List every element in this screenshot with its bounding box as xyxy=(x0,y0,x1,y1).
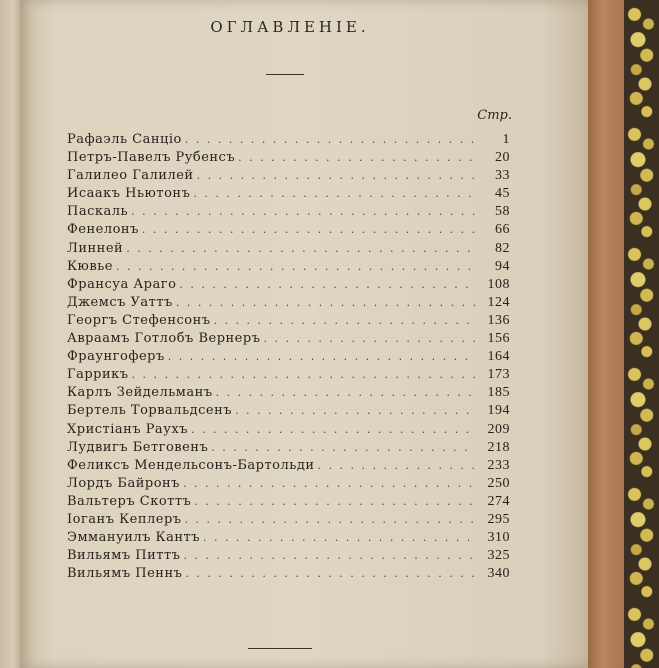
toc-entry-page: 233 xyxy=(487,457,510,473)
dot-leader xyxy=(185,133,475,146)
dot-leader xyxy=(116,260,475,273)
toc-entry xyxy=(67,259,510,277)
toc-entry-page: 58 xyxy=(495,204,510,220)
toc-entry-page: 124 xyxy=(487,294,510,310)
toc-entry xyxy=(67,566,510,584)
toc-entry-title: Кювье xyxy=(67,258,113,274)
toc-entry xyxy=(67,313,510,331)
toc-entry-title: Бертель Торвальдсенъ xyxy=(67,403,233,419)
dot-leader xyxy=(132,368,475,381)
toc-entry-page: 82 xyxy=(495,240,510,256)
toc-entry-title: Христіанъ Раухъ xyxy=(67,421,188,437)
toc-entry-title: Джемсъ Уаттъ xyxy=(67,294,173,310)
toc-entry-page: 94 xyxy=(495,258,510,274)
toc-entry-title: Галилео Галилей xyxy=(67,168,194,184)
toc-entry xyxy=(67,458,510,476)
dot-leader xyxy=(194,495,475,508)
toc-entry-title: Гаррикъ xyxy=(67,367,129,383)
toc-entry-page: 1 xyxy=(502,132,510,147)
dot-leader xyxy=(203,531,475,544)
dot-leader xyxy=(214,314,475,327)
dot-leader xyxy=(185,567,475,580)
toc-entry-title: Феликсъ Мендельсонъ-Бартольди xyxy=(67,457,315,473)
dot-leader xyxy=(185,513,475,526)
dot-leader xyxy=(183,477,475,490)
toc-entry xyxy=(67,440,510,458)
title-divider xyxy=(266,74,304,75)
toc-entry-title: Вальтеръ Скоттъ xyxy=(67,493,192,509)
toc-entry-title: Франсуа Араго xyxy=(67,276,177,292)
toc-entry-page: 156 xyxy=(487,331,510,347)
toc-entry xyxy=(67,385,510,403)
toc-entry-page: 218 xyxy=(487,439,510,455)
toc-entry-title: Эммануилъ Кантъ xyxy=(67,530,200,546)
toc-entry-page: 325 xyxy=(487,548,510,564)
page-title: ОГЛАВЛЕНІЕ. xyxy=(210,18,370,36)
dot-leader xyxy=(211,441,475,454)
toc-entry-page: 310 xyxy=(487,530,510,546)
dot-leader xyxy=(142,223,475,236)
dot-leader xyxy=(179,278,475,291)
toc-entry-page: 164 xyxy=(487,349,510,365)
toc-entry xyxy=(67,204,510,222)
dot-leader xyxy=(193,187,475,200)
toc-entry-page: 185 xyxy=(487,385,510,401)
toc-entry-title: Лудвигъ Бетговенъ xyxy=(67,439,209,455)
toc-entry-page: 173 xyxy=(487,367,510,383)
dot-leader xyxy=(216,386,475,399)
dot-leader xyxy=(126,242,475,255)
dot-leader xyxy=(191,423,475,436)
dot-leader xyxy=(168,350,475,363)
dot-leader xyxy=(176,296,475,309)
toc-entry-title: Линней xyxy=(67,240,124,256)
toc-entry xyxy=(67,367,510,385)
toc-entry xyxy=(67,277,510,295)
toc-entry-title: Георгъ Стефенсонъ xyxy=(67,312,211,328)
toc-entry-title: Вильямъ Питтъ xyxy=(67,548,181,564)
toc-entry-page: 45 xyxy=(495,186,510,202)
toc-entry-title: Карлъ Зейдельманъ xyxy=(67,385,213,401)
toc-entry-title: Петръ-Павелъ Рубенсъ xyxy=(67,150,236,166)
toc-entry-title: Исаакъ Ньютонъ xyxy=(67,186,191,202)
toc-entry xyxy=(67,132,510,150)
toc-entry-title: Рафаэль Санціо xyxy=(67,132,182,147)
toc-entry-title: Іоганъ Кеплеръ xyxy=(67,511,182,527)
dot-leader xyxy=(183,549,475,562)
toc-entry-title: Лордъ Байронъ xyxy=(67,475,180,491)
toc-entry xyxy=(67,222,510,240)
toc-entry-title: Вильямъ Пеннъ xyxy=(67,566,183,582)
toc-entry xyxy=(67,241,510,259)
toc-entry-page: 340 xyxy=(487,566,510,582)
toc-entry-page: 20 xyxy=(495,150,510,166)
toc-entry xyxy=(67,186,510,204)
dot-leader xyxy=(263,332,475,345)
toc-entry-page: 250 xyxy=(487,475,510,491)
toc-entry-page: 66 xyxy=(495,222,510,238)
toc-entry xyxy=(67,150,510,168)
marbled-endpaper xyxy=(624,0,659,668)
toc-entry-page: 33 xyxy=(495,168,510,184)
toc-entry-page: 209 xyxy=(487,421,510,437)
table-of-contents xyxy=(67,132,510,584)
toc-entry xyxy=(67,168,510,186)
toc-entry-page: 136 xyxy=(487,312,510,328)
toc-entry xyxy=(67,422,510,440)
dot-leader xyxy=(235,404,475,417)
bottom-divider xyxy=(248,648,312,649)
left-page-edge xyxy=(0,0,22,668)
dot-leader xyxy=(131,205,475,218)
toc-entry-page: 108 xyxy=(487,276,510,292)
page-column-label: Стр. xyxy=(477,108,512,123)
toc-entry xyxy=(67,331,510,349)
book-cover-edge xyxy=(588,0,624,668)
dot-leader xyxy=(238,151,475,164)
toc-entry-page: 274 xyxy=(487,493,510,509)
toc-entry-title: Фенелонъ xyxy=(67,222,139,238)
toc-entry xyxy=(67,494,510,512)
toc-entry-title: Авраамъ Готлобъ Вернеръ xyxy=(67,331,261,347)
toc-entry xyxy=(67,349,510,367)
toc-entry-page: 295 xyxy=(487,511,510,527)
toc-entry xyxy=(67,403,510,421)
toc-entry-title: Фраунгоферъ xyxy=(67,349,165,365)
toc-entry-title: Паскаль xyxy=(67,204,129,220)
toc-entry xyxy=(67,476,510,494)
dot-leader xyxy=(318,459,475,472)
toc-entry xyxy=(67,530,510,548)
toc-entry xyxy=(67,548,510,566)
dot-leader xyxy=(197,169,475,182)
toc-entry xyxy=(67,512,510,530)
toc-entry xyxy=(67,295,510,313)
toc-entry-page: 194 xyxy=(487,403,510,419)
